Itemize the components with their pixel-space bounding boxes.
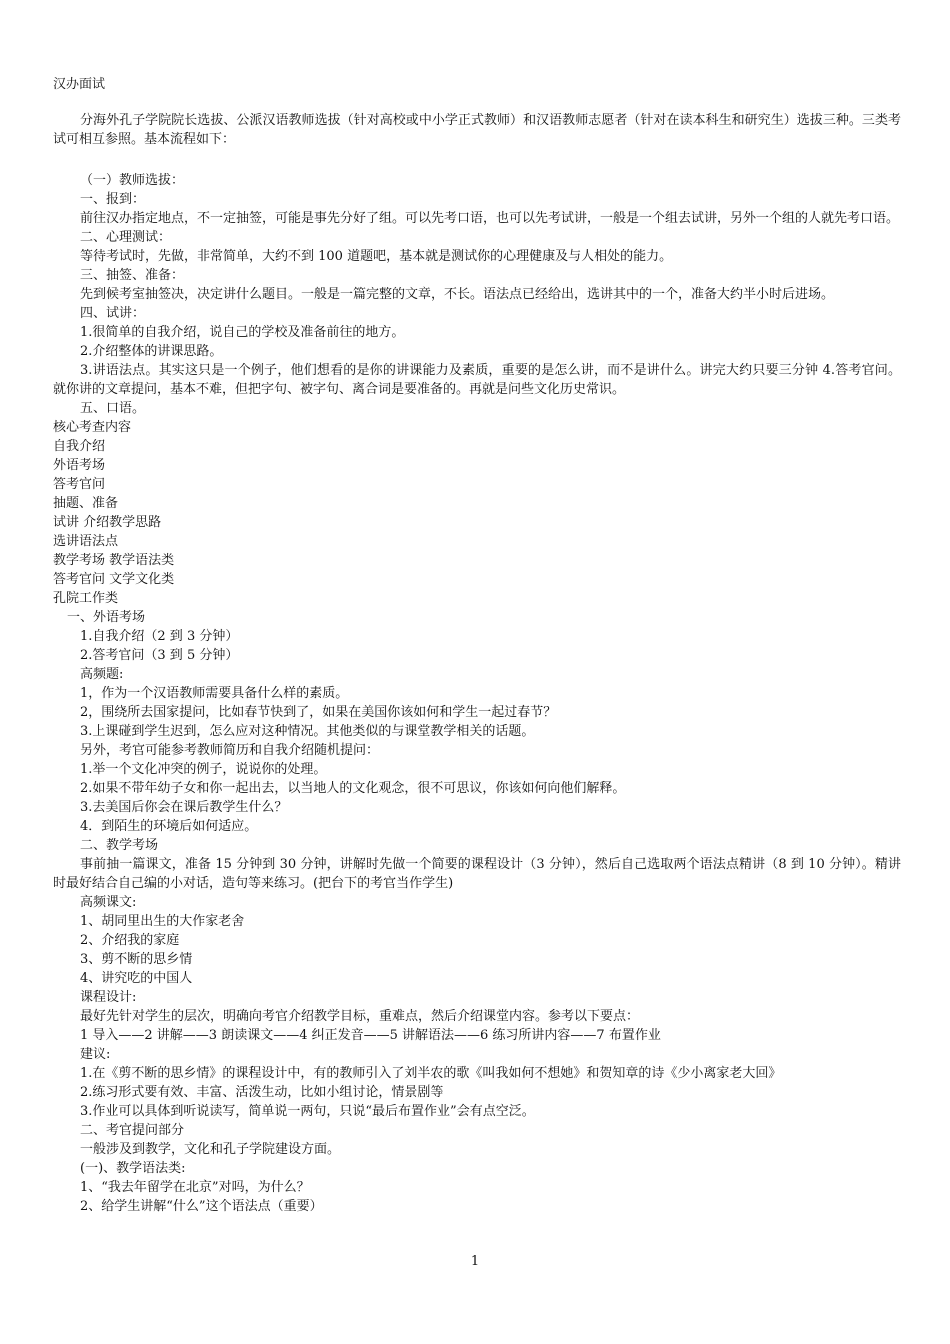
- core-item: 教学考场 教学语法类: [53, 553, 175, 568]
- step-label: 四、试讲：: [80, 306, 146, 321]
- list-item: 2.答考官问（3 到 5 分钟）: [80, 648, 239, 663]
- document-body: [53, 75, 901, 1216]
- section-heading-teaching: 二、教学考场: [80, 838, 159, 853]
- list-item: 1.举一个文化冲突的例子，说说你的处理。: [80, 762, 327, 777]
- list-item: 2、给学生讲解“什么”这个语法点（重要）: [80, 1199, 323, 1214]
- list-item: 3.作业可以具体到听说读写，简单说一两句，只说“最后布置作业”会有点空泛。: [80, 1104, 535, 1119]
- list-item: 3.去美国后你会在课后教学生什么？: [80, 800, 288, 815]
- list-item: 1.在《剪不断的思乡情》的课程设计中，有的教师引入了刘半农的歌《叫我如何不想她》和贺知章的诗《少小离家老大回》: [80, 1066, 782, 1081]
- steps-line: 1 导入——2 讲解——3 朗读课文——4 纠正发音——5 讲解语法——6 练习所讲内容——7 布置作业: [80, 1028, 661, 1043]
- core-item: 抽题、准备: [53, 496, 119, 511]
- section-heading-examiner: 二、考官提问部分: [80, 1123, 185, 1138]
- list-item: 1，作为一个汉语教师需要具备什么样的素质。: [80, 686, 349, 701]
- list-item: 3.讲语法点。其实这只是一个例子，他们想看的是你的讲课能力及素质，重要的是怎么讲，而不是讲什么。讲完大约只要三分钟 4.答考官问。就你讲的文章提问，基本不难，但把字句、被字句、离合词是要准备的。再就是问些文化历史常识。: [53, 363, 901, 397]
- core-item: 答考官问: [53, 477, 106, 492]
- list-item: 2、介绍我的家庭: [80, 933, 180, 948]
- sub-label: 高频题:: [80, 667, 124, 682]
- list-item: 3、剪不断的思乡情: [80, 952, 193, 967]
- list-item: 2.介绍整体的讲课思路。: [80, 344, 223, 359]
- section-heading-teacher-selection: （一）教师选拔：: [80, 173, 185, 188]
- list-item: 1.很简单的自我介绍，说自己的学校及准备前往的地方。: [80, 325, 405, 340]
- step-text: 前往汉办指定地点，不一定抽签，可能是事先分好了组。可以先考口语，也可以先考试讲，一般是一个组去试讲，另外一个组的人就先考口语。: [80, 211, 900, 226]
- core-item: 选讲语法点: [53, 534, 119, 549]
- step-label: 五、口语。: [80, 401, 146, 416]
- list-item: 2.练习形式要有效、丰富、活泼生动，比如小组讨论，情景剧等: [80, 1085, 444, 1100]
- document-title: 汉办面试: [53, 77, 106, 92]
- sub-heading: (一)、教学语法类:: [80, 1161, 186, 1176]
- sub-label: 建议:: [80, 1047, 111, 1062]
- core-item: 核心考查内容: [53, 420, 132, 435]
- core-item: 孔院工作类: [53, 591, 119, 606]
- section-heading-foreign-language: 一、外语考场: [67, 610, 146, 625]
- section-text: 事前抽一篇课文，准备 15 分钟到 30 分钟，讲解时先做一个简要的课程设计（3 分钟），然后自己选取两个语法点精讲（8 到 10 分钟）。精讲时最好结合自己编的小对话，造句等来练习。(把台下的考官当作学生): [53, 857, 901, 891]
- section-text: 最好先针对学生的层次，明确向考官介绍教学目标，重难点，然后介绍课堂内容。参考以下要点：: [80, 1009, 640, 1024]
- intro-paragraph: 分海外孔子学院院长选拔、公派汉语教师选拔（针对高校或中小学正式教师）和汉语教师志愿者（针对在读本科生和研究生）选拔三种。三类考试可相互参照。基本流程如下：: [53, 113, 901, 147]
- core-item: 试讲 介绍教学思路: [53, 515, 162, 530]
- step-label: 二、心理测试：: [80, 230, 172, 245]
- list-item: 2，围绕所去国家提问，比如春节快到了，如果在美国你该如何和学生一起过春节？: [80, 705, 557, 720]
- step-text: 先到候考室抽签决，决定讲什么题目。一般是一篇完整的文章，不长。语法点已经给出，选讲其中的一个，准备大约半小时后进场。: [80, 287, 835, 302]
- list-item: 4、讲究吃的中国人: [80, 971, 193, 986]
- list-item: 4．到陌生的环境后如何适应。: [80, 819, 258, 834]
- step-text: 等待考试时，先做，非常简单，大约不到 100 道题吧，基本就是测试你的心理健康及与人相处的能力。: [80, 249, 673, 264]
- sub-label: 高频课文:: [80, 895, 137, 910]
- core-item: 自我介绍: [53, 439, 106, 454]
- sub-label: 课程设计:: [80, 990, 137, 1005]
- step-label: 三、抽签、准备：: [80, 268, 185, 283]
- core-item: 答考官问 文学文化类: [53, 572, 175, 587]
- list-item: 2.如果不带年幼子女和你一起出去，以当地人的文化观念，很不可思议，你该如何向他们解释。: [80, 781, 626, 796]
- list-item: 1.自我介绍（2 到 3 分钟）: [80, 629, 239, 644]
- list-item: 1、胡同里出生的大作家老舍: [80, 914, 245, 929]
- list-item: 1、“我去年留学在北京”对吗，为什么？: [80, 1180, 310, 1195]
- sub-label: 另外，考官可能参考教师简历和自我介绍随机提问：: [80, 743, 380, 758]
- page-number: 1: [470, 1254, 480, 1269]
- section-text: 一般涉及到教学，文化和孔子学院建设方面。: [80, 1142, 341, 1157]
- list-item: 3.上课碰到学生迟到，怎么应对这种情况。其他类似的与课堂教学相关的话题。: [80, 724, 535, 739]
- core-item: 外语考场: [53, 458, 106, 473]
- step-label: 一、报到：: [80, 192, 146, 207]
